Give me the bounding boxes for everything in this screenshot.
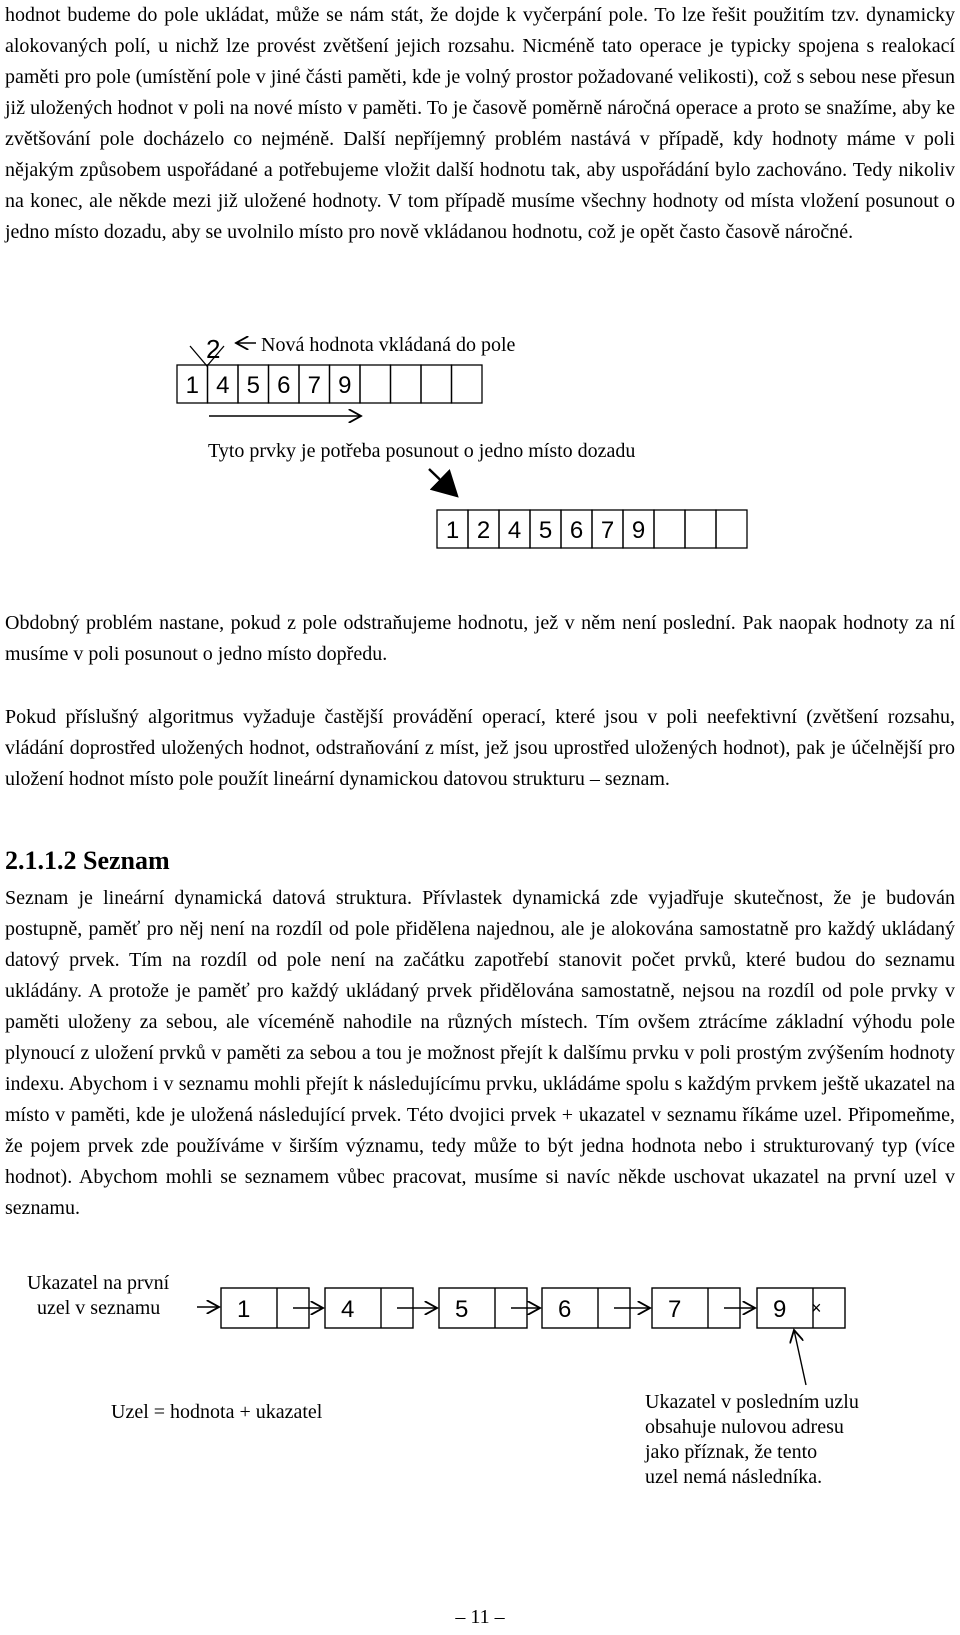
array-before-cell [421,365,452,403]
array-after-cell [685,510,716,548]
array-after-value: 5 [538,517,553,544]
paragraph-array-resizing: hodnot budeme do pole ukládat, může se nám stát, že dojde k vyčerpání pole. To lze řešit použitím tzv. dynamicky alokovaných polí, u nichž lze provést zvětšení jejich rozsahu. Nicméně tato operace je typicky spojena s realokací paměti pro pole (umístění pole v jiné části paměti, kde je volný prostor požadované velikosti), což s sebou nese přesun již uložených hodnot v poli na nové místo v paměti. To je časově poměrně náročná operace a proto se snažíme, aby ke zvětšování pole docházelo co nejméně. Další nepříjemný problém nastává v případě, kdy hodnoty máme v poli nějakým způsobem uspořádané a potřebujeme vložit další hodnotu tak, aby uspořádání bylo zachováno. Tedy nikoliv na konec, ale někde mezi již uložené hodnoty. V tom případě musíme všechny hodnoty od místa vložení posunout o jedno místo dozadu, aby se uvolnilo místo pro nově vkládanou hodnotu, což je opět často časově náročné. [5,4,955,243]
node-value: 7 [668,1296,682,1323]
array-before-value: 5 [246,372,260,399]
section-heading: 2.1.1.2 Seznam [5,846,170,875]
page-number: – 11 – [455,1606,505,1628]
paragraph-removal: Obdobný problém nastane, pokud z pole odstraňujeme hodnotu, jež v něm není poslední. Pak naopak hodnoty za ní musíme v poli posunout o jedno místo dopředu. [5,612,955,665]
array-before-value: 1 [185,372,199,399]
array-before-value: 6 [277,372,291,399]
paragraph-list-definition: Seznam je lineární dynamická datová struktura. Přívlastek dynamická zde vyjadřuje skutečnost, že je budován postupně, paměť pro něj není na rozdíl od pole přidělena najednou, ale je alokována samostatně pro každý ukládaný datový prvek. Tím na rozdíl od pole není na začátku zapotřebí stanovit počet prvků, které budou do seznamu ukládány. A protože je paměť pro každý ukládaný prvek přidělována samostatně, nejsou na rozdíl od pole prvky v paměti uloženy za sebou, ale víceméně nahodile na různých místech. Tím ovšem ztrácíme základní výhodu pole plynoucí z uložení prvků v paměti za sebou a tou je možnost přejít k dalšímu prvku v poli prostým zvýšením hodnoty indexu. Abychom i v seznamu mohli přejít k následujícímu prvku, ukládáme spolu s každým prvkem ještě ukazatel na místo v paměti, kde je uložená následující prvek. Této dvojici prvek + ukazatel v seznamu říkáme uzel. Připomeňme, že pojem prvek zde používáme v širším významu, tedy může to být jedna hodnota nebo i strukturovaný typ (více hodnot). Abychom mohli se seznamem vůbec pracovat, musíme si navíc někde uschovat ukazatel na první uzel v seznamu. [5,887,955,1219]
node-value: 6 [558,1296,572,1323]
array-before-value: 7 [307,372,321,399]
null-note-line2: obsahuje nulovou adresu [645,1416,844,1438]
list-node [757,1288,845,1328]
array-before-cell [452,365,483,403]
new-value: 2 [206,334,221,364]
node-value: 4 [341,1296,355,1323]
array-after-value: 7 [600,517,615,544]
node-value: 1 [237,1296,251,1323]
array-before-value: 9 [338,372,352,399]
paragraph-list-motivation: Pokud příslušný algoritmus vyžaduje častější provádění operací, které jsou v poli neefektivní (zvětšení rozsahu, vládání doprostřed uložených hodnot, odstraňování z míst, jež jsou uprostřed uložených hodnot), pak je účelnější pro uložení hodnot místo pole použít lineární dynamickou datovou strukturu – seznam. [5,706,955,790]
array-before-value: 4 [216,372,230,399]
linked-list-diagram [0,1260,960,1560]
transition-arrow [429,469,457,496]
array-after-value: 4 [507,517,522,544]
array-after [437,510,747,548]
list-nodes [221,1288,845,1328]
shift-label: Tyto prvky je potřeba posunout o jedno místo dozadu [208,440,636,462]
node-definition-label: Uzel = hodnota + ukazatel [111,1401,323,1423]
array-after-cell [654,510,685,548]
array-before-cell [360,365,391,403]
array-after-cell [716,510,747,548]
null-note-line4: uzel nemá následníka. [645,1466,823,1488]
array-insert-diagram [0,320,960,580]
null-note-line3: jako příznak, že tento [645,1441,818,1463]
null-pointer-mark: × [811,1298,822,1318]
new-value-label: Nová hodnota vkládaná do pole [261,334,516,356]
array-after-value: 1 [445,517,460,544]
array-after-value: 6 [569,517,584,544]
array-after-value: 9 [631,517,646,544]
head-pointer-label-line2: uzel v seznamu [37,1297,161,1319]
array-after-value: 2 [476,517,491,544]
null-note-arrow [794,1330,806,1385]
node-value: 5 [455,1296,469,1323]
array-before-cell [391,365,422,403]
node-value: 9 [773,1296,787,1323]
head-pointer-label: Ukazatel na první [27,1272,170,1294]
array-before [177,365,482,403]
null-note-line1: Ukazatel v posledním uzlu [645,1391,859,1413]
